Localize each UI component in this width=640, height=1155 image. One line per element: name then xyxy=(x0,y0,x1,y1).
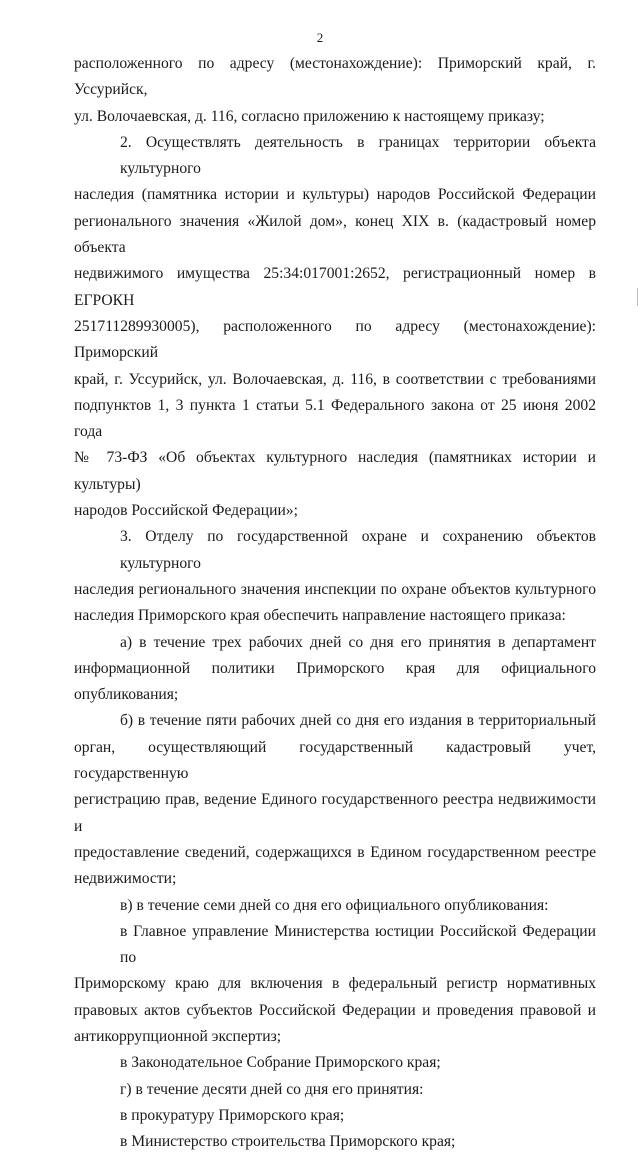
text-line: в Министерство строительства Приморского края; xyxy=(120,1133,456,1151)
text-line: Приморскому краю для включения в федеральный регистр нормативных xyxy=(74,975,596,993)
text-line: в Главное управление Министерства юстиции Российской Федерации по xyxy=(120,922,596,967)
document-body xyxy=(74,51,596,1155)
text-line: 251711289930005), расположенного по адресу (местонахождение): Приморский xyxy=(74,317,596,362)
text-line: наследия Приморского края обеспечить направление настоящего приказа: xyxy=(74,607,566,625)
page-number: 2 xyxy=(316,30,324,45)
text-line: № 73-ФЗ «Об объектах культурного наследия (памятниках истории и культуры) xyxy=(74,449,596,493)
text-line: в Законодательное Собрание Приморского края; xyxy=(120,1054,441,1072)
text-line: орган, осуществляющий государственный кадастровый учет, государственную xyxy=(74,738,596,783)
text-line: край, г. Уссурийск, ул. Волочаевская, д. 116, в соответствии с требованиями xyxy=(74,370,596,388)
text-line: регистрацию прав, ведение Единого государственного реестра недвижимости и xyxy=(74,791,596,835)
paragraph xyxy=(74,1077,596,1103)
text-line: недвижимого имущества 25:34:017001:2652, регистрационный номер в ЕГРОКН xyxy=(74,265,596,309)
paragraph xyxy=(74,708,596,892)
text-line: антикоррупционной экспертиз; xyxy=(74,1027,282,1045)
text-line: народов Российской Федерации»; xyxy=(74,502,298,520)
paragraph xyxy=(74,130,596,524)
text-line: ул. Волочаевская, д. 116, согласно приложению к настоящему приказу; xyxy=(74,107,545,125)
text-line: недвижимости; xyxy=(74,870,177,888)
text-line: 3. Отделу по государственной охране и сохранению объектов культурного xyxy=(120,528,596,572)
text-line: г) в течение десяти дней со дня его принятия: xyxy=(120,1080,424,1098)
text-line: правовых актов субъектов Российской Федерации и проведения правовой и xyxy=(74,1001,596,1019)
paragraph xyxy=(74,1103,596,1129)
text-line: а) в течение трех рабочих дней со дня его принятия в департамент xyxy=(120,633,596,651)
text-line: расположенного по адресу (местонахождение): Приморский край, г. Уссурийск, xyxy=(74,55,596,99)
text-line: б) в течение пяти рабочих дней со дня его издания в территориальный xyxy=(120,712,596,730)
text-line: 2. Осуществлять деятельность в границах территории объекта культурного xyxy=(120,133,596,178)
paragraph xyxy=(74,51,596,130)
text-line: предоставление сведений, содержащихся в Едином государственном реестре xyxy=(74,843,596,861)
text-line: регионального значения «Жилой дом», конец XIX в. (кадастровый номер объекта xyxy=(74,212,596,257)
text-line: в прокуратуру Приморского края; xyxy=(120,1106,345,1124)
paragraph xyxy=(74,524,596,629)
paragraph xyxy=(74,1050,596,1076)
paragraph xyxy=(74,630,596,709)
paragraph xyxy=(74,919,596,1050)
text-line: наследия (памятника истории и культуры) народов Российской Федерации xyxy=(74,186,596,204)
text-line: в) в течение семи дней со дня его официального опубликования: xyxy=(120,896,549,914)
scan-edge-mark xyxy=(637,288,638,306)
text-line: наследия регионального значения инспекции по охране объектов культурного xyxy=(74,580,596,598)
text-line: информационной политики Приморского края для официального xyxy=(74,659,596,677)
paragraph xyxy=(74,893,596,919)
paragraph xyxy=(74,1129,596,1155)
text-line: опубликования; xyxy=(74,686,179,704)
text-line: подпунктов 1, 3 пункта 1 статьи 5.1 Федерального закона от 25 июня 2002 года xyxy=(74,396,596,441)
